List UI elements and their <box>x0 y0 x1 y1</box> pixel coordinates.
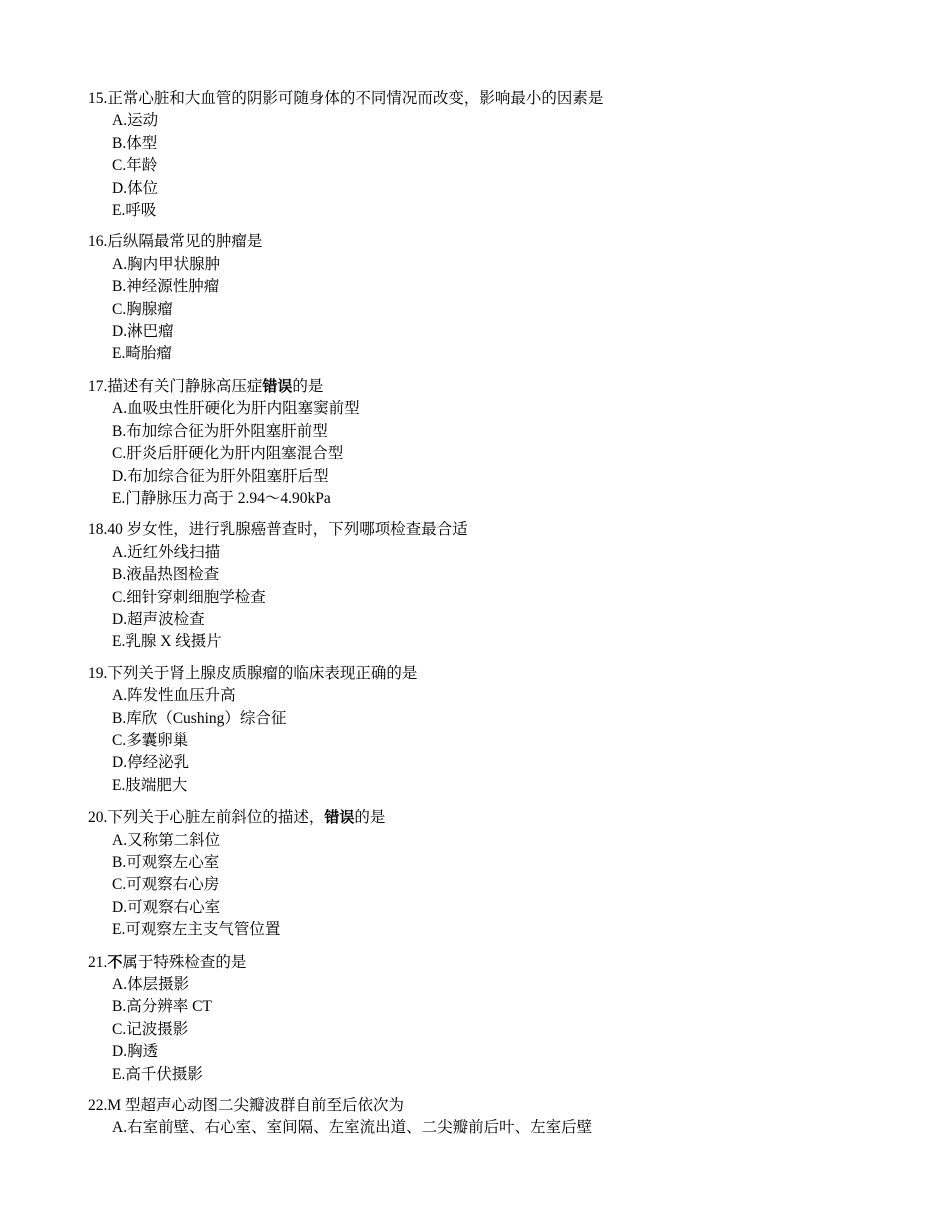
answer-option-d: D.体位 <box>112 179 159 197</box>
question-stem <box>88 663 888 685</box>
answer-option-a: A.又称第二斜位 <box>112 831 221 849</box>
answer-option-d: D.淋巴瘤 <box>112 323 174 341</box>
answer-option-c: C.记波摄影 <box>112 1020 189 1038</box>
answer-option-e: E.高千伏摄影 <box>112 1065 203 1083</box>
emphasis-text: 错误 <box>262 376 293 395</box>
answer-option-e: E.肢端肥大 <box>112 776 188 794</box>
question-stem <box>88 519 888 541</box>
answer-option-a: A.胸内甲状腺肿 <box>112 255 221 273</box>
answer-option-c: C.多囊卵巢 <box>112 731 189 749</box>
answer-option-b: B.体型 <box>112 134 158 152</box>
question-text: 的是 <box>354 809 386 827</box>
answer-option-e: E.呼吸 <box>112 202 157 220</box>
question-21 <box>88 951 888 1086</box>
answer-option-b: B.布加综合征为肝外阻塞肝前型 <box>112 422 328 440</box>
question-22 <box>88 1095 888 1140</box>
answer-option-a: A.近红外线扫描 <box>112 543 221 561</box>
question-17 <box>88 375 888 510</box>
answer-option-b: B.可观察左心室 <box>112 854 220 871</box>
question-19 <box>88 663 888 797</box>
answer-option-d: D.布加综合征为肝外阻塞肝后型 <box>112 467 329 485</box>
question-stem <box>88 806 888 829</box>
question-stem <box>88 375 888 398</box>
question-number: 17. <box>88 377 108 395</box>
question-stem <box>88 951 888 974</box>
emphasis-text: 不 <box>107 952 123 971</box>
question-number: 15. <box>88 90 108 107</box>
question-number: 21. <box>88 953 108 971</box>
answer-option-a: A.右室前壁、右心室、室间隔、左室流出道、二尖瓣前后叶、左室后壁 <box>112 1119 593 1137</box>
question-stem <box>88 1095 888 1117</box>
question-text: 描述有关门静脉高压症 <box>107 377 263 395</box>
question-20 <box>88 806 888 941</box>
answer-option-c: C.细针穿刺细胞学检查 <box>112 588 266 606</box>
answer-option-c: C.可观察右心房 <box>112 876 220 894</box>
question-number: 18. <box>88 521 108 539</box>
answer-option-a: A.阵发性血压升高 <box>112 687 236 705</box>
question-15 <box>88 88 888 222</box>
answer-option-a: A.血吸虫性肝硬化为肝内阻塞窦前型 <box>112 400 360 418</box>
answer-option-c: C.肝炎后肝硬化为肝内阻塞混合型 <box>112 445 344 463</box>
question-text: 的是 <box>292 377 324 395</box>
answer-option-d: D.可观察右心室 <box>112 898 221 916</box>
question-text: 后纵隔最常见的肿瘤是 <box>107 233 263 251</box>
question-text: 下列关于心脏左前斜位的描述， <box>107 809 325 827</box>
answer-option-b: B.神经源性肿瘤 <box>112 278 220 296</box>
answer-option-e: E.可观察左主支气管位置 <box>112 921 281 939</box>
answer-option-e: E.门静脉压力高于 2.94～4.90kPa <box>112 489 331 507</box>
answer-option-c: C.胸腺瘤 <box>112 300 173 318</box>
question-text: M 型超声心动图二尖瓣波群自前至后依次为 <box>107 1097 405 1115</box>
question-list <box>88 88 888 1149</box>
answer-option-d: D.胸透 <box>112 1043 159 1061</box>
question-number: 20. <box>88 809 108 827</box>
question-stem <box>88 231 888 253</box>
question-text: 下列关于肾上腺皮质腺瘤的临床表现正确的是 <box>107 664 418 682</box>
question-text: 40 岁女性，进行乳腺癌普查时，下列哪项检查最合适 <box>107 521 468 539</box>
question-text: 正常心脏和大血管的阴影可随身体的不同情况而改变，影响最小的因素是 <box>107 90 604 107</box>
answer-option-e: E.畸胎瘤 <box>112 345 172 363</box>
answer-option-b: B.液晶热图检查 <box>112 566 220 584</box>
question-stem <box>88 88 888 110</box>
question-number: 22. <box>88 1097 108 1115</box>
answer-option-d: D.停经泌乳 <box>112 754 190 772</box>
question-text: 属于特殊检查的是 <box>122 953 247 971</box>
question-number: 16. <box>88 233 108 251</box>
answer-option-e: E.乳腺 X 线摄片 <box>112 633 222 651</box>
answer-option-a: A.运动 <box>112 112 159 130</box>
answer-option-d: D.超声波检查 <box>112 610 205 628</box>
answer-option-a: A.体层摄影 <box>112 976 190 994</box>
answer-option-c: C.年龄 <box>112 157 158 175</box>
question-16 <box>88 231 888 365</box>
answer-option-b: B.高分辨率 CT <box>112 998 212 1016</box>
emphasis-text: 错误 <box>324 808 355 827</box>
answer-option-b: B.库欣（Cushing）综合征 <box>112 709 287 727</box>
question-number: 19. <box>88 664 108 682</box>
question-18 <box>88 519 888 653</box>
